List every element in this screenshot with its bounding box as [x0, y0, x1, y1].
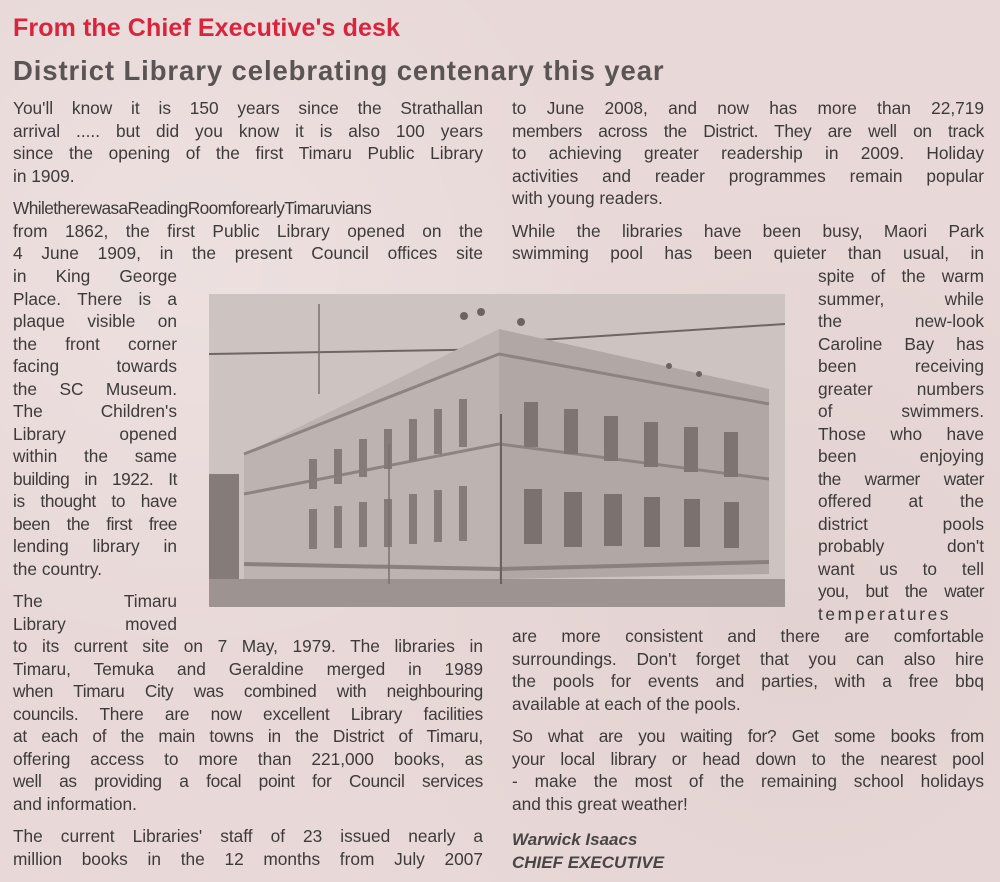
text-line: want us to tell — [818, 558, 984, 579]
text-line: the SC Museum. — [13, 378, 177, 399]
signature-title: CHIEF EXECUTIVE — [512, 853, 665, 872]
text-line: are more consistent and there are comfortable — [512, 626, 984, 646]
text-line: been the first free — [13, 513, 177, 534]
text-line: temperatures — [818, 603, 952, 624]
text-line: probably don't — [818, 536, 984, 556]
text-line: the warmer water — [818, 468, 984, 489]
text-line: available at each of the pools. — [512, 693, 741, 714]
text-line: 4 June 1909, in the present Council offices site — [13, 243, 483, 263]
text-line: the country. — [13, 558, 103, 579]
text-line: The Children's — [13, 401, 177, 421]
signature-name: Warwick Isaacs — [512, 830, 638, 849]
text-line: of swimmers. — [818, 401, 984, 421]
text-line: activities and reader programmes remain popular — [512, 165, 984, 186]
text-line: The Timaru — [13, 591, 177, 611]
text-line: from 1862, the first Public Library opened on the — [13, 220, 483, 241]
text-line: plaque visible on — [13, 311, 177, 331]
text-line: million books in the 12 months from July 2007 — [13, 848, 483, 869]
text-line: since the opening of the first Timaru Public Library — [13, 143, 483, 163]
text-line: the pools for events and parties, with a free bbq — [512, 671, 984, 691]
text-line: Caroline Bay has — [818, 333, 984, 354]
text-line: facing towards — [13, 356, 177, 376]
text-line: to its current site on 7 May, 1979. The libraries in — [13, 636, 483, 656]
text-line: is thought to have — [13, 491, 177, 511]
article-headline: District Library celebrating centenary this year — [13, 55, 665, 86]
text-line: Place. There is a — [13, 288, 177, 309]
text-line: the front corner — [13, 333, 177, 354]
text-line: been enjoying — [818, 446, 984, 466]
text-line: lending library in — [13, 536, 177, 556]
text-line: when Timaru City was combined with neighbouring — [13, 681, 483, 701]
text-line: So what are you waiting for? Get some books from — [512, 726, 984, 746]
text-line: with young readers. — [512, 188, 663, 208]
text-line: offering access to more than 221,000 books, as — [13, 748, 483, 769]
text-line: You'll know it is 150 years since the Strathallan — [13, 98, 483, 118]
text-line: you, but the water — [818, 581, 984, 601]
text-line: and this great weather! — [512, 793, 688, 814]
text-line: to achieving greater readership in 2009. Holiday — [512, 143, 984, 163]
text-line: well as providing a focal point for Council services — [13, 771, 483, 791]
text-line: The current Libraries' staff of 23 issued nearly a — [13, 826, 483, 846]
section-kicker: From the Chief Executive's desk — [13, 14, 400, 42]
text-line: greater numbers — [818, 378, 984, 399]
text-line: within the same — [13, 446, 177, 466]
text-line: members across the District. They are well on track — [512, 120, 984, 141]
text-line: arrival ..... but did you know it is also 100 years — [13, 120, 483, 141]
text-line: in King George — [13, 266, 177, 286]
text-line: While the libraries have been busy, Maori Park — [512, 220, 984, 241]
text-line: district pools — [818, 513, 984, 534]
text-line: swimming pool has been quieter than usual, in — [512, 243, 984, 263]
text-line: Those who have — [818, 423, 984, 444]
building-illustration-icon — [209, 294, 785, 607]
text-line: your local library or head down to the nearest pool — [512, 748, 984, 769]
text-line: building in 1922. It — [13, 468, 177, 489]
text-line: surroundings. Don't forget that you can also hire — [512, 648, 984, 669]
text-line: Timaru, Temuka and Geraldine merged in 1989 — [13, 658, 483, 679]
text-line: to June 2008, and now has more than 22,719 — [512, 98, 984, 118]
text-line: the new-look — [818, 311, 984, 331]
text-line: councils. There are now excellent Library facilities — [13, 703, 483, 724]
text-line: Library opened — [13, 423, 177, 444]
text-line: WhiletherewasaReadingRoomforearlyTimaruvians — [13, 198, 372, 218]
text-line: offered at the — [818, 491, 984, 511]
text-line: - make the most of the remaining school holidays — [512, 771, 984, 791]
text-line: been receiving — [818, 356, 984, 376]
text-line: and information. — [13, 793, 137, 814]
text-line: summer, while — [818, 288, 984, 309]
text-line: spite of the warm — [818, 266, 984, 286]
library-building-photo — [209, 294, 785, 607]
text-line: at each of the main towns in the District of Timaru, — [13, 726, 483, 746]
text-line: Library moved — [13, 613, 177, 634]
text-line: in 1909. — [13, 165, 75, 186]
